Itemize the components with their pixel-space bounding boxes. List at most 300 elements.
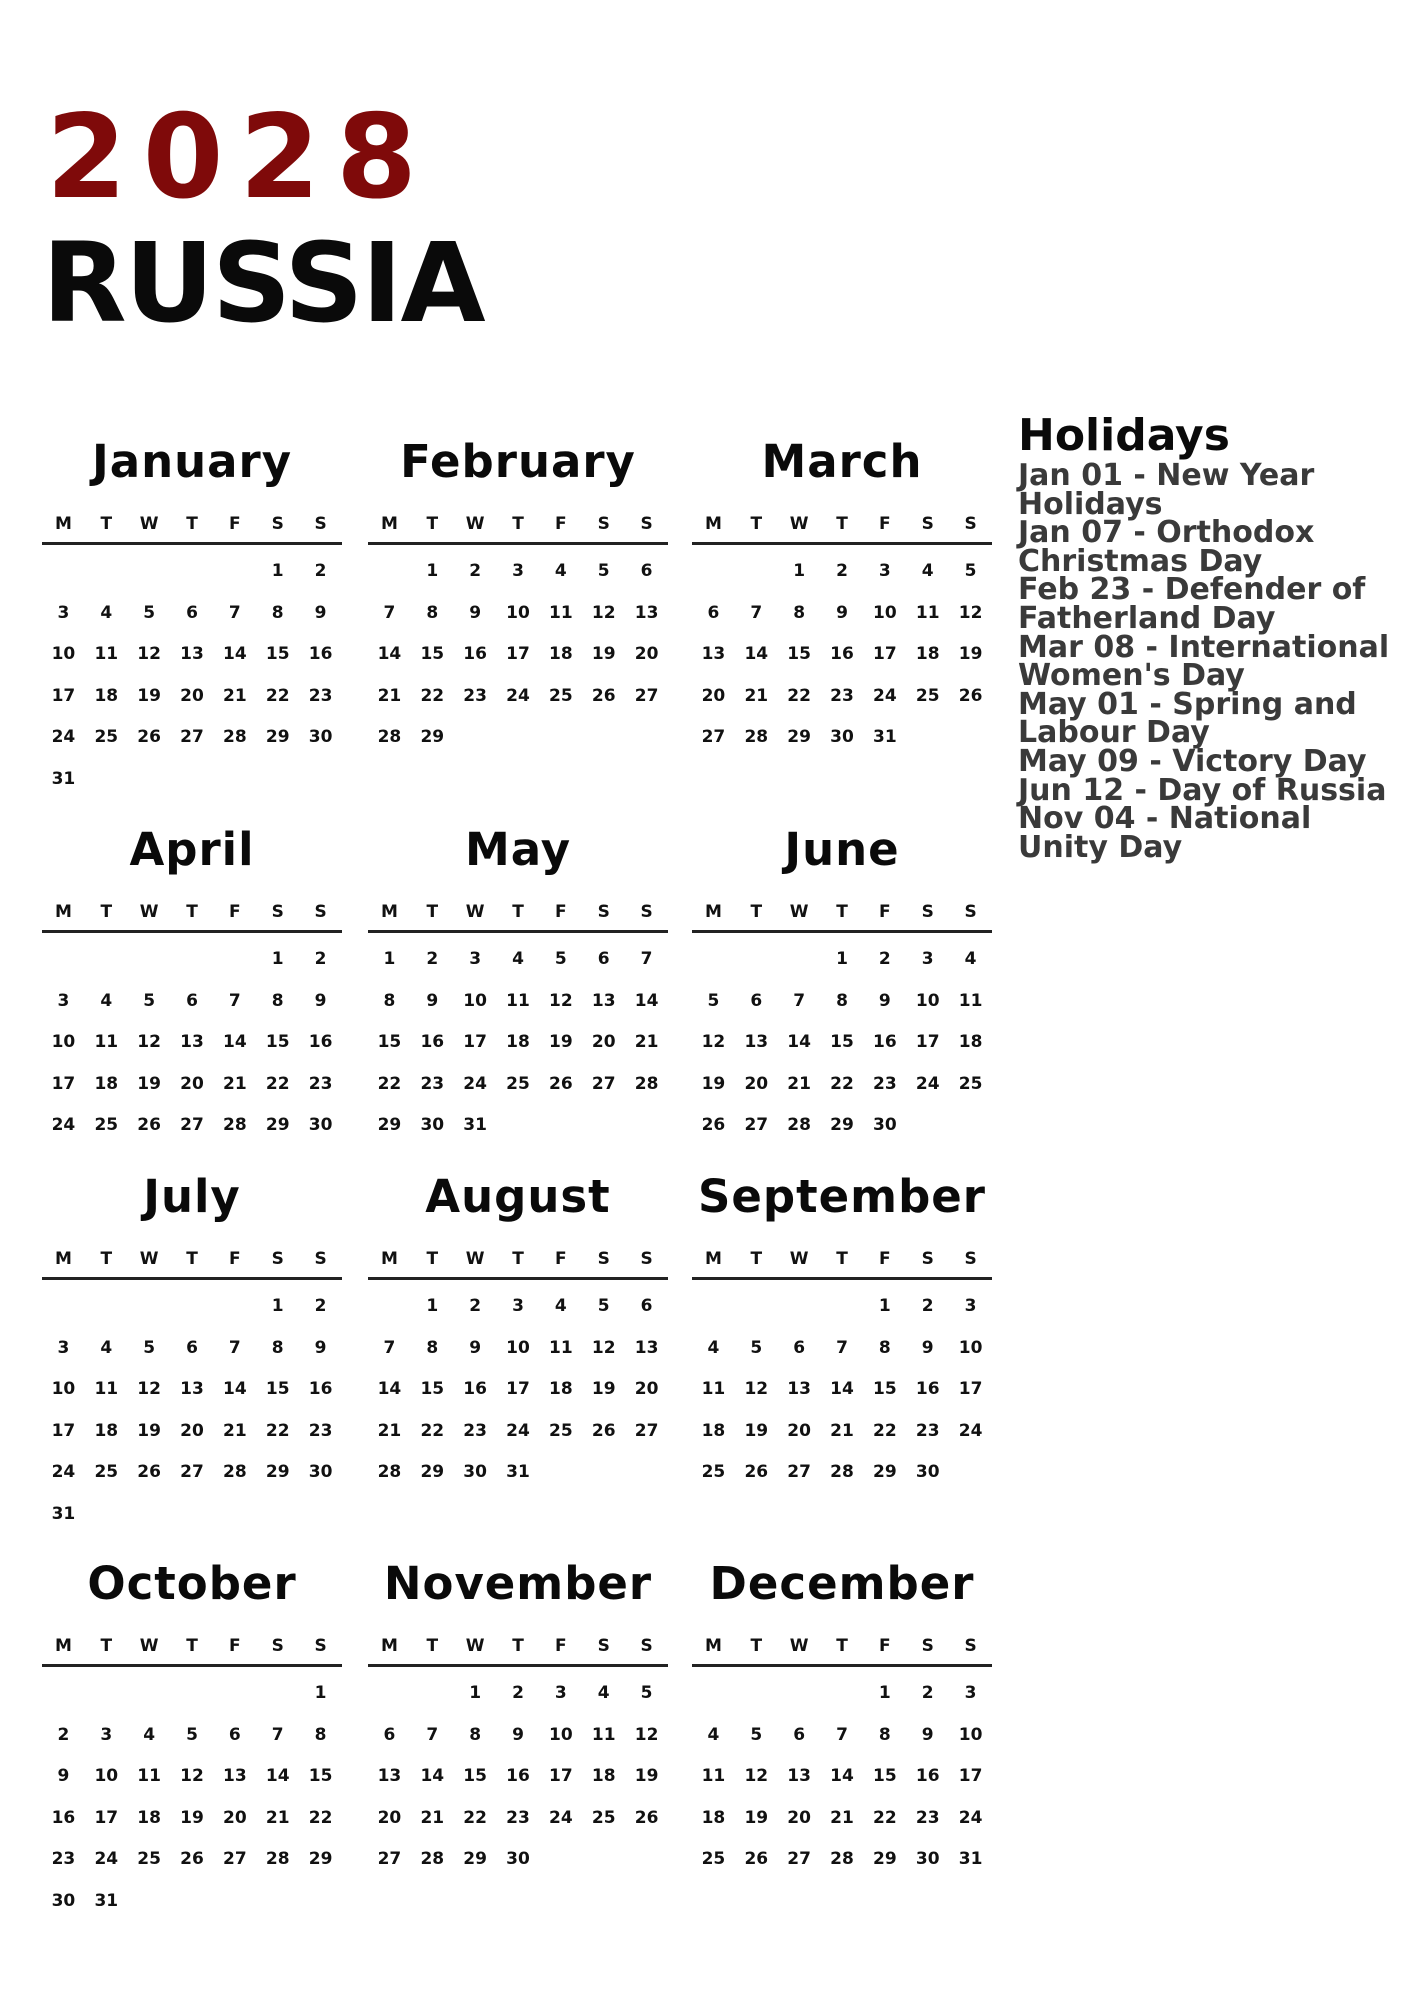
weekday-header [692,1628,992,1667]
day-cell: 8 [271,990,284,1011]
holiday-item: Feb 23 - Defender of Fatherland Day [1018,572,1366,636]
day-cell: 8 [836,990,848,1011]
day-cell: 9 [878,990,891,1011]
day-cell: 17 [958,1766,983,1786]
day-blank [128,939,171,981]
day-cell: 28 [830,1462,854,1482]
weekday-label: S [271,514,284,534]
day-cell: 3 [512,1296,524,1316]
day-cell: 24 [463,1073,487,1094]
day-cell: 18 [915,644,940,664]
day-cell: 26 [180,1849,204,1869]
day-cell: 22 [873,1420,897,1441]
day-cell: 24 [506,1420,530,1441]
day-grid [692,1667,992,1881]
day-blank [128,551,171,593]
day-grid [692,545,992,759]
day-cell: 29 [377,1115,402,1135]
weekday-label: M [704,902,722,922]
day-cell: 12 [180,1766,204,1786]
day-cell: 5 [707,990,720,1011]
day-cell: 2 [512,1683,524,1703]
day-blank [778,1286,821,1328]
day-cell: 16 [463,644,487,664]
day-cell: 30 [873,1115,897,1135]
day-grid [368,1280,668,1494]
holiday-item: Nov 04 - National Unity Day [1018,801,1312,865]
day-cell: 22 [308,1807,333,1828]
day-cell: 19 [137,685,161,706]
weekday-label: S [640,902,653,922]
day-cell: 4 [100,1337,113,1358]
day-cell: 23 [308,685,333,706]
day-cell: 20 [591,1032,616,1052]
month-march [692,430,992,759]
day-cell: 12 [137,1379,161,1399]
day-cell: 13 [701,644,726,664]
day-cell: 3 [878,561,891,581]
country-title: RUSSIA [42,219,484,347]
day-cell: 19 [137,1420,161,1441]
day-cell: 11 [94,644,119,664]
day-cell: 26 [744,1462,769,1482]
weekday-label: W [139,1249,159,1269]
day-cell: 11 [549,1337,573,1358]
day-cell: 25 [94,727,119,747]
day-cell: 11 [549,602,573,623]
weekday-label: T [100,514,113,534]
day-cell: 14 [744,644,769,664]
day-cell: 8 [469,1724,482,1745]
day-cell: 4 [554,1296,567,1316]
day-cell: 20 [744,1073,769,1094]
day-cell: 28 [787,1115,811,1135]
day-cell: 11 [701,1379,726,1399]
weekday-label: F [555,1636,567,1656]
day-cell: 6 [640,561,653,581]
day-cell: 31 [506,1462,530,1482]
day-cell: 28 [223,727,247,747]
day-cell: 28 [744,727,769,747]
weekday-label: W [465,1249,485,1269]
day-cell: 9 [469,602,482,623]
day-cell: 20 [787,1807,811,1828]
day-cell: 26 [137,1115,161,1135]
weekday-label: T [750,1249,763,1269]
day-blank [735,939,778,981]
day-cell: 2 [314,561,327,581]
weekday-label: F [879,1636,891,1656]
weekday-label: M [704,1249,722,1269]
day-cell: 22 [830,1073,854,1094]
weekday-label: T [426,1636,439,1656]
weekday-label: S [921,902,934,922]
day-cell: 4 [100,990,113,1011]
weekday-label: F [229,514,241,534]
day-cell: 20 [634,1379,659,1399]
month-september [692,1165,992,1494]
day-cell: 28 [265,1849,290,1869]
day-cell: 19 [180,1807,204,1828]
month-june [692,818,992,1147]
day-cell: 29 [308,1849,333,1869]
day-cell: 15 [265,1032,290,1052]
weekday-label: S [964,514,977,534]
month-february [368,430,668,759]
weekday-label: S [640,1249,653,1269]
day-cell: 12 [634,1724,659,1745]
day-cell: 11 [94,1032,119,1052]
day-cell: 23 [51,1849,76,1869]
weekday-label: T [512,1249,524,1269]
day-cell: 10 [51,644,76,664]
day-cell: 28 [223,1462,247,1482]
day-blank [692,1286,735,1328]
day-cell: 22 [265,1420,290,1441]
day-cell: 1 [426,561,439,581]
day-cell: 26 [137,1462,161,1482]
weekday-label: T [836,1249,848,1269]
day-blank [85,551,128,593]
day-cell: 17 [94,1807,119,1828]
day-cell: 14 [830,1379,854,1399]
weekday-label: S [271,1249,284,1269]
day-cell: 26 [591,1420,616,1441]
day-cell: 15 [830,1032,854,1052]
day-blank [821,1286,864,1328]
day-blank [778,939,821,981]
day-cell: 19 [634,1766,659,1786]
day-cell: 23 [873,1073,897,1094]
day-cell: 22 [377,1073,402,1094]
day-cell: 19 [591,644,616,664]
day-cell: 25 [137,1849,161,1869]
day-blank [411,1673,454,1715]
day-cell: 17 [51,685,76,706]
day-cell: 15 [265,644,290,664]
day-cell: 5 [554,949,567,969]
day-cell: 5 [640,1683,653,1703]
day-grid [42,1667,342,1922]
day-blank [213,1286,256,1328]
day-cell: 23 [420,1073,445,1094]
day-cell: 28 [634,1073,659,1094]
day-cell: 7 [750,602,763,623]
day-cell: 23 [463,1420,487,1441]
day-cell: 30 [51,1890,76,1911]
day-cell: 27 [701,727,726,747]
day-blank [256,1673,299,1715]
day-cell: 28 [377,1462,402,1482]
day-cell: 17 [506,644,530,664]
day-cell: 30 [506,1849,530,1869]
weekday-label: S [314,902,327,922]
day-cell: 29 [265,727,290,747]
day-cell: 21 [830,1420,854,1441]
day-cell: 21 [634,1032,659,1052]
day-cell: 24 [51,1115,76,1135]
weekday-label: F [555,902,567,922]
month-name: August [425,1170,611,1223]
day-cell: 12 [701,1032,726,1052]
day-cell: 12 [744,1766,769,1786]
month-may [368,818,668,1147]
day-cell: 23 [830,685,854,706]
day-cell: 23 [463,685,487,706]
day-cell: 14 [223,644,247,664]
weekday-label: T [750,1636,763,1656]
day-grid [368,933,668,1147]
weekday-label: S [597,902,610,922]
day-cell: 8 [878,1337,891,1358]
weekday-label: S [271,1636,284,1656]
weekday-header [368,1628,668,1667]
day-cell: 8 [383,990,396,1011]
day-cell: 16 [308,644,333,664]
day-cell: 10 [51,1379,76,1399]
day-blank [171,551,214,593]
day-blank [213,551,256,593]
day-cell: 26 [958,685,983,706]
weekday-label: W [139,902,159,922]
weekday-label: W [789,902,809,922]
day-blank [42,939,85,981]
day-cell: 27 [787,1462,811,1482]
day-cell: 9 [469,1337,482,1358]
day-blank [128,1286,171,1328]
day-cell: 1 [271,561,284,581]
day-blank [171,939,214,981]
day-cell: 8 [271,602,284,623]
weekday-label: T [426,514,439,534]
weekday-label: S [271,902,284,922]
month-name: February [400,435,636,488]
day-cell: 6 [597,949,610,969]
day-cell: 10 [873,602,897,623]
day-cell: 3 [469,949,482,969]
day-cell: 3 [57,990,70,1011]
holiday-item: Jun 12 - Day of Russia [1018,772,1387,808]
weekday-label: T [512,514,524,534]
day-cell: 18 [549,644,573,664]
day-cell: 15 [420,1379,445,1399]
day-cell: 21 [787,1073,811,1094]
day-cell: 29 [873,1849,897,1869]
day-cell: 3 [964,1296,977,1316]
day-cell: 17 [915,1032,940,1052]
month-name: November [383,1557,653,1610]
day-cell: 5 [964,561,977,581]
day-cell: 14 [830,1766,854,1786]
day-cell: 16 [308,1032,333,1052]
weekday-label: M [704,514,722,534]
day-cell: 22 [463,1807,487,1828]
day-blank [85,939,128,981]
day-cell: 15 [787,644,811,664]
day-blank [735,551,778,593]
day-cell: 9 [57,1766,70,1786]
weekday-header [42,894,342,933]
day-cell: 22 [873,1807,897,1828]
weekday-label: M [704,1636,722,1656]
weekday-label: M [380,514,398,534]
holiday-item: Mar 08 - International Women's Day [1018,629,1390,694]
day-cell: 9 [921,1337,934,1358]
day-cell: 16 [51,1807,76,1828]
day-blank [735,1673,778,1715]
day-cell: 8 [793,602,806,623]
day-cell: 27 [634,1420,659,1441]
weekday-label: S [921,1249,934,1269]
day-cell: 20 [180,1420,204,1441]
day-cell: 1 [793,561,806,581]
day-blank [778,1673,821,1715]
weekday-label: W [789,1636,809,1656]
day-cell: 27 [180,1115,204,1135]
day-cell: 18 [94,685,119,706]
day-cell: 24 [506,685,530,706]
day-cell: 24 [915,1073,940,1094]
weekday-label: S [314,514,327,534]
day-cell: 8 [314,1724,327,1745]
day-blank [171,1673,214,1715]
day-cell: 20 [787,1420,811,1441]
day-cell: 18 [591,1766,616,1786]
day-cell: 16 [308,1379,333,1399]
weekday-label: M [54,902,72,922]
day-cell: 12 [958,602,983,623]
day-cell: 10 [94,1766,119,1786]
day-cell: 22 [265,1073,290,1094]
day-cell: 2 [314,1296,327,1316]
day-cell: 5 [750,1337,763,1358]
day-blank [85,1673,128,1715]
day-cell: 23 [915,1420,940,1441]
day-cell: 6 [186,990,198,1011]
day-grid [692,933,992,1147]
day-cell: 15 [873,1379,897,1399]
day-cell: 12 [591,1337,616,1358]
day-cell: 3 [921,949,934,969]
day-cell: 7 [383,602,396,623]
weekday-label: T [512,1636,524,1656]
day-cell: 25 [701,1849,726,1869]
weekday-label: W [139,1636,159,1656]
day-cell: 4 [554,561,567,581]
weekday-label: S [597,1636,610,1656]
month-name: October [87,1557,297,1610]
day-cell: 30 [308,1115,333,1135]
weekday-label: M [380,902,398,922]
day-blank [213,1673,256,1715]
weekday-label: F [555,1249,567,1269]
day-cell: 7 [228,990,241,1011]
day-blank [692,939,735,981]
day-cell: 5 [186,1724,198,1745]
day-cell: 17 [506,1379,530,1399]
day-blank [85,1286,128,1328]
day-cell: 18 [701,1420,726,1441]
day-cell: 7 [228,1337,241,1358]
weekday-label: M [380,1636,398,1656]
day-cell: 9 [512,1724,524,1745]
day-cell: 15 [420,644,445,664]
day-cell: 11 [701,1766,726,1786]
day-cell: 21 [265,1807,290,1828]
day-grid [692,1280,992,1494]
day-cell: 20 [377,1807,402,1828]
weekday-header [42,506,342,545]
day-cell: 14 [223,1032,247,1052]
day-cell: 1 [878,1683,891,1703]
day-cell: 3 [57,602,70,623]
day-cell: 30 [915,1849,940,1869]
day-cell: 16 [830,644,854,664]
day-cell: 13 [634,602,659,623]
weekday-label: T [186,514,198,534]
weekday-label: T [100,902,113,922]
day-cell: 13 [744,1032,769,1052]
day-cell: 13 [180,644,204,664]
day-cell: 11 [958,990,983,1011]
day-cell: 15 [308,1766,333,1786]
day-cell: 24 [958,1420,983,1441]
day-cell: 18 [506,1032,530,1052]
day-grid [368,1667,668,1881]
day-cell: 20 [180,685,204,706]
day-cell: 1 [469,1683,482,1703]
day-cell: 5 [597,1296,610,1316]
day-cell: 31 [51,768,76,789]
holiday-item: Jan 07 - Orthodox Christmas Day [1018,515,1315,579]
day-cell: 14 [634,990,659,1011]
day-cell: 31 [463,1115,487,1135]
holiday-item: Jan 01 - New Year Holidays [1018,458,1315,522]
day-cell: 7 [836,1724,848,1745]
day-cell: 31 [873,727,897,747]
weekday-label: T [186,902,198,922]
day-cell: 27 [787,1849,811,1869]
day-cell: 30 [308,1462,333,1482]
day-grid [42,933,342,1147]
day-cell: 30 [915,1462,940,1482]
day-cell: 9 [836,602,848,623]
day-cell: 5 [143,1337,156,1358]
day-cell: 17 [51,1420,76,1441]
day-cell: 1 [271,1296,284,1316]
month-august [368,1165,668,1494]
day-cell: 14 [377,644,402,664]
day-cell: 12 [137,644,161,664]
weekday-header [368,894,668,933]
day-cell: 1 [271,949,284,969]
day-blank [368,551,411,593]
weekday-label: T [750,902,763,922]
month-name: April [129,823,255,876]
weekday-label: W [139,514,159,534]
month-name: January [91,435,293,488]
day-blank [821,1673,864,1715]
day-cell: 10 [506,602,530,623]
weekday-label: T [186,1636,198,1656]
day-cell: 13 [787,1766,811,1786]
day-cell: 29 [265,1115,290,1135]
day-cell: 3 [100,1724,113,1745]
weekday-label: F [555,514,567,534]
day-cell: 22 [420,1420,445,1441]
day-cell: 24 [51,727,76,747]
day-cell: 24 [958,1807,983,1828]
